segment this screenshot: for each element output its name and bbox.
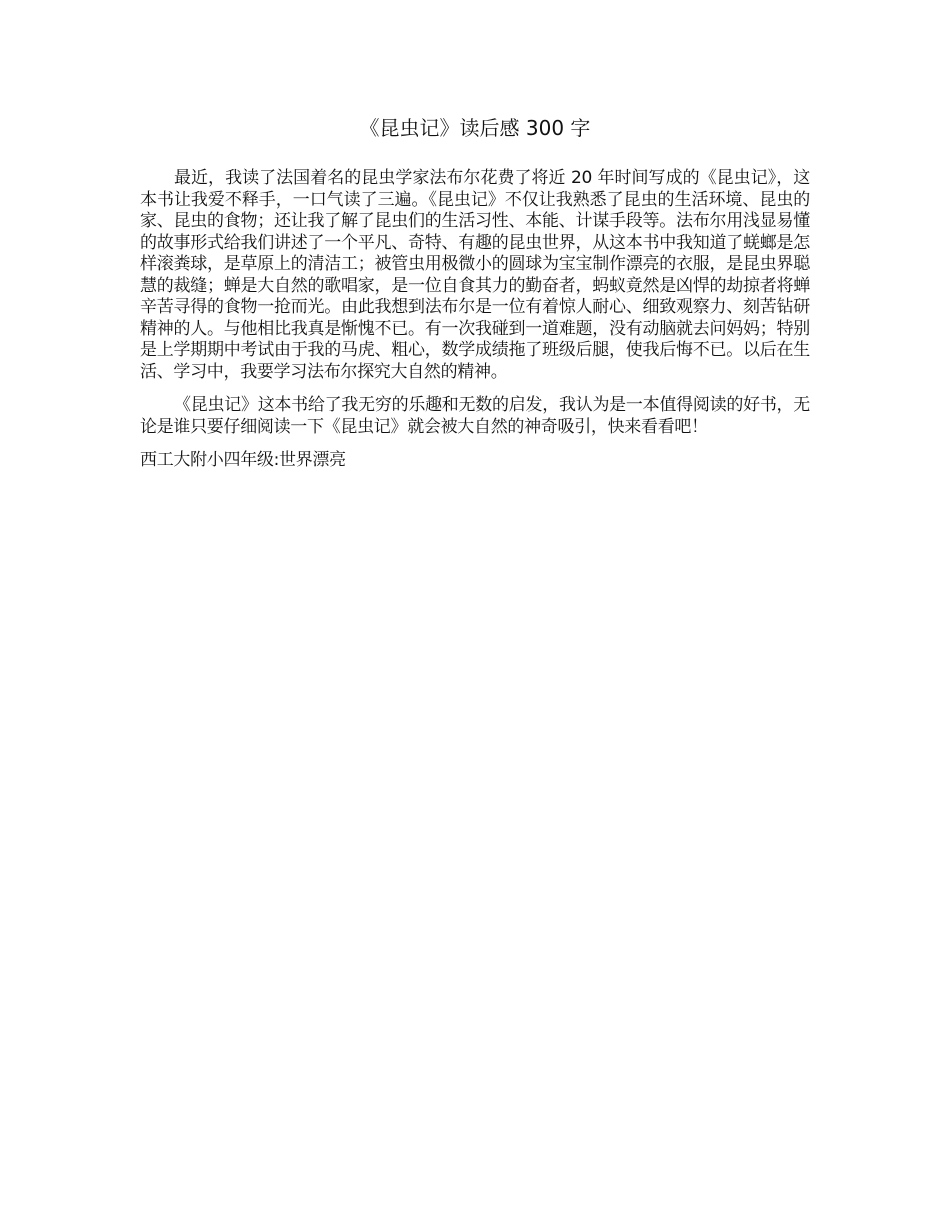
document-body bbox=[140, 112, 810, 472]
document-title: 《昆虫记》读后感 300 字 bbox=[359, 116, 591, 140]
paragraph-2: 《昆虫记》这本书给了我无穷的乐趣和无数的启发，我认为是一本值得阅读的好书，无论是谁只要仔细阅读一下《昆虫记》就会被大自然的神奇吸引，快来看看吧！ bbox=[140, 395, 810, 437]
paragraph-1: 最近，我读了法国着名的昆虫学家法布尔花费了将近 20 年时间写成的《昆虫记》，这本书让我爱不释手，一口气读了三遍。《昆虫记》不仅让我熟悉了昆虫的生活环境、昆虫的家、昆虫的食物；还让我了解了昆虫们的生活习性、本能、计谋手段等。法布尔用浅显易懂的故事形式给我们讲述了一个平凡、奇特、有趣的昆虫世界，从这本书中我知道了蜣螂是怎样滚粪球，是草原上的清洁工；被管虫用极微小的圆球为宝宝制作漂亮的衣服，是昆虫界聪慧的裁缝；蝉是大自然的歌唱家，是一位自食其力的勤奋者，蚂蚁竟然是凶悍的劫掠者将蝉辛苦寻得的食物一抢而光。由此我想到法布尔是一位有着惊人耐心、细致观察力、刻苦钻研精神的人。与他相比我真是惭愧不已。有一次我碰到一道难题，没有动脑就去问妈妈；特别是上学期期中考试由于我的马虎、粗心，数学成绩拖了班级后腿，使我后悔不已。以后在生活、学习中，我要学习法布尔探究大自然的精神。 bbox=[140, 168, 810, 382]
author-signature: 西工大附小四年级:世界漂亮 bbox=[140, 450, 346, 470]
